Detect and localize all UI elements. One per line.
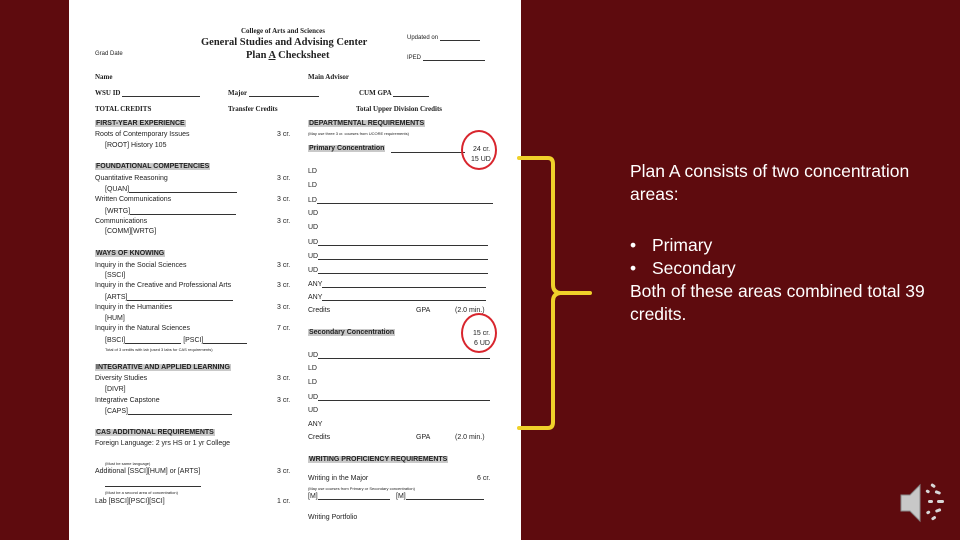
wp-header: WRITING PROFICIENCY REQUIREMENTS [309, 456, 448, 463]
secondary-credits: 15 cr. [473, 330, 491, 337]
additional-course: Additional [SSCI][HUM] or [ARTS] [95, 468, 201, 475]
total-credits-label: TOTAL CREDITS [95, 105, 152, 113]
writing-note: (May use courses from Primary or Secondary concentration) [308, 486, 415, 491]
must-be-same-note: (Must be same language) [105, 461, 151, 466]
written-course: Written Communications [95, 196, 172, 203]
diversity-code: [DIVR] [105, 386, 126, 393]
primary-gpa: GPA [416, 307, 431, 314]
wok-header: WAYS OF KNOWING [96, 250, 165, 257]
writing-m2-text: [M] [396, 493, 406, 500]
nat-credits: 7 cr. [277, 325, 291, 332]
main-advisor-label: Main Advisor [308, 73, 350, 81]
dept-header: DEPARTMENTAL REQUIREMENTS [309, 120, 425, 127]
creative-course: Inquiry in the Creative and Professional Arts [95, 282, 232, 289]
secondary-row-5: UD [308, 407, 319, 414]
lab-credits: 1 cr. [277, 498, 291, 505]
writing-major-credits: 6 cr. [477, 475, 491, 482]
diversity-credits: 3 cr. [277, 375, 291, 382]
primary-row-2: LD [308, 182, 317, 189]
primary-row-3-text: LD [308, 197, 317, 204]
grad-date: Grad Date [95, 51, 123, 57]
foreign-language: Foreign Language: 2 yrs HS or 1 yr College [95, 440, 231, 447]
comm-course: Communications [95, 218, 148, 225]
primary-row-10-text: ANY [308, 294, 323, 301]
secondary-ud: 6 UD [474, 340, 490, 347]
hum-code: [HUM] [105, 315, 125, 322]
summary-text: Both of these areas combined total 39 credits. [630, 281, 925, 324]
secondary-row-4-text: UD [308, 394, 319, 401]
primary-row-7-text: UD [308, 253, 319, 260]
primary-row-4: UD [308, 210, 319, 217]
quant-credits: 3 cr. [277, 175, 291, 182]
hum-credits: 3 cr. [277, 304, 291, 311]
creative-credits: 3 cr. [277, 282, 291, 289]
updated-on-label: Updated on [407, 35, 439, 41]
social-code: [SSCI] [105, 272, 126, 279]
fc-header: FOUNDATIONAL COMPETENCIES [96, 163, 210, 170]
major-text: Major [228, 89, 247, 97]
plan-prefix: Plan [246, 50, 267, 61]
comm-credits: 3 cr. [277, 218, 291, 225]
nat-note: Total of 3 credits with lab (used 3 labs for CAS requirements) [105, 347, 213, 352]
primary-row-9-text: ANY [308, 281, 323, 288]
name-label: Name [95, 73, 113, 81]
college-name: College of Arts and Sciences [241, 27, 325, 35]
secondary-credits-row: Credits [308, 434, 331, 441]
primary-row-1: LD [308, 168, 317, 175]
writing-portfolio: Writing Portfolio [308, 514, 358, 521]
primary-row-5: UD [308, 224, 319, 231]
secondary-row-6: ANY [308, 421, 323, 428]
creative-code-text: [ARTS] [105, 294, 128, 301]
secondary-header: Secondary Concentration [309, 329, 395, 336]
nat-code2-text: [PSCI] [183, 337, 204, 344]
intro-text: Plan A consists of two concentration areas: [630, 161, 910, 204]
primary-credits: 24 cr. [473, 146, 491, 153]
cum-gpa-text: CUM GPA [359, 89, 392, 97]
primary-credits-row: Credits [308, 307, 331, 314]
dept-note: (May use three 3 cr. courses from UCORE requirements) [308, 131, 409, 136]
nat-code-text: [BSCI] [105, 337, 126, 344]
capstone-course: Integrative Capstone [95, 397, 160, 404]
primary-row-8-text: UD [308, 267, 319, 274]
center-name: General Studies and Advising Center [201, 37, 368, 48]
text-panel [630, 160, 950, 326]
plan-letter: A [268, 50, 276, 61]
social-course: Inquiry in the Social Sciences [95, 262, 187, 269]
written-code-text: [WRTG] [105, 208, 131, 215]
written-credits: 3 cr. [277, 196, 291, 203]
hum-course: Inquiry in the Humanities [95, 304, 173, 311]
roots-code: [ROOT] History 105 [105, 142, 167, 149]
bullet-secondary: • Secondary [630, 257, 950, 280]
must-diff-note: (Must be a second area of concentration) [105, 490, 178, 495]
wsu-id-text: WSU ID [95, 89, 121, 97]
social-credits: 3 cr. [277, 262, 291, 269]
fye-header: FIRST-YEAR EXPERIENCE [96, 120, 185, 127]
quant-course: Quantitative Reasoning [95, 175, 168, 182]
secondary-row-2: LD [308, 365, 317, 372]
cas-header: CAS ADDITIONAL REQUIREMENTS [96, 429, 214, 436]
secondary-row-1-text: UD [308, 352, 319, 359]
concentration-list [630, 234, 950, 280]
primary-ud: 15 UD [471, 156, 491, 163]
comm-code: [COMM][WRTG] [105, 228, 157, 235]
secondary-row-3: LD [308, 379, 317, 386]
bullet-primary: • Primary [630, 234, 950, 257]
speaker-audio-icon[interactable] [898, 478, 948, 528]
additional-credits: 3 cr. [277, 468, 291, 475]
capstone-credits: 3 cr. [277, 397, 291, 404]
total-upper-label: Total Upper Division Credits [356, 105, 443, 113]
primary-header: Primary Concentration [309, 145, 385, 152]
transfer-credits-label: Transfer Credits [228, 105, 278, 113]
lab-course: Lab [BSCI][PSCI][SCI] [95, 498, 165, 505]
iped-label: IPED [407, 55, 422, 61]
diversity-course: Diversity Studies [95, 375, 148, 382]
secondary-gpa: GPA [416, 434, 431, 441]
primary-gpa-min: (2.0 min.) [455, 307, 485, 314]
writing-m1-text: [M] [308, 493, 318, 500]
writing-major: Writing in the Major [308, 475, 369, 482]
capstone-code-text: [CAPS] [105, 408, 128, 415]
roots-course: Roots of Contemporary Issues [95, 131, 190, 138]
iar-header: INTEGRATIVE AND APPLIED LEARNING [96, 364, 230, 371]
nat-course: Inquiry in the Natural Sciences [95, 325, 190, 332]
quant-code-text: [QUAN] [105, 186, 130, 193]
primary-row-6-text: UD [308, 239, 319, 246]
plan-suffix: Checksheet [278, 50, 330, 61]
secondary-gpa-min: (2.0 min.) [455, 434, 485, 441]
roots-credits: 3 cr. [277, 131, 291, 138]
